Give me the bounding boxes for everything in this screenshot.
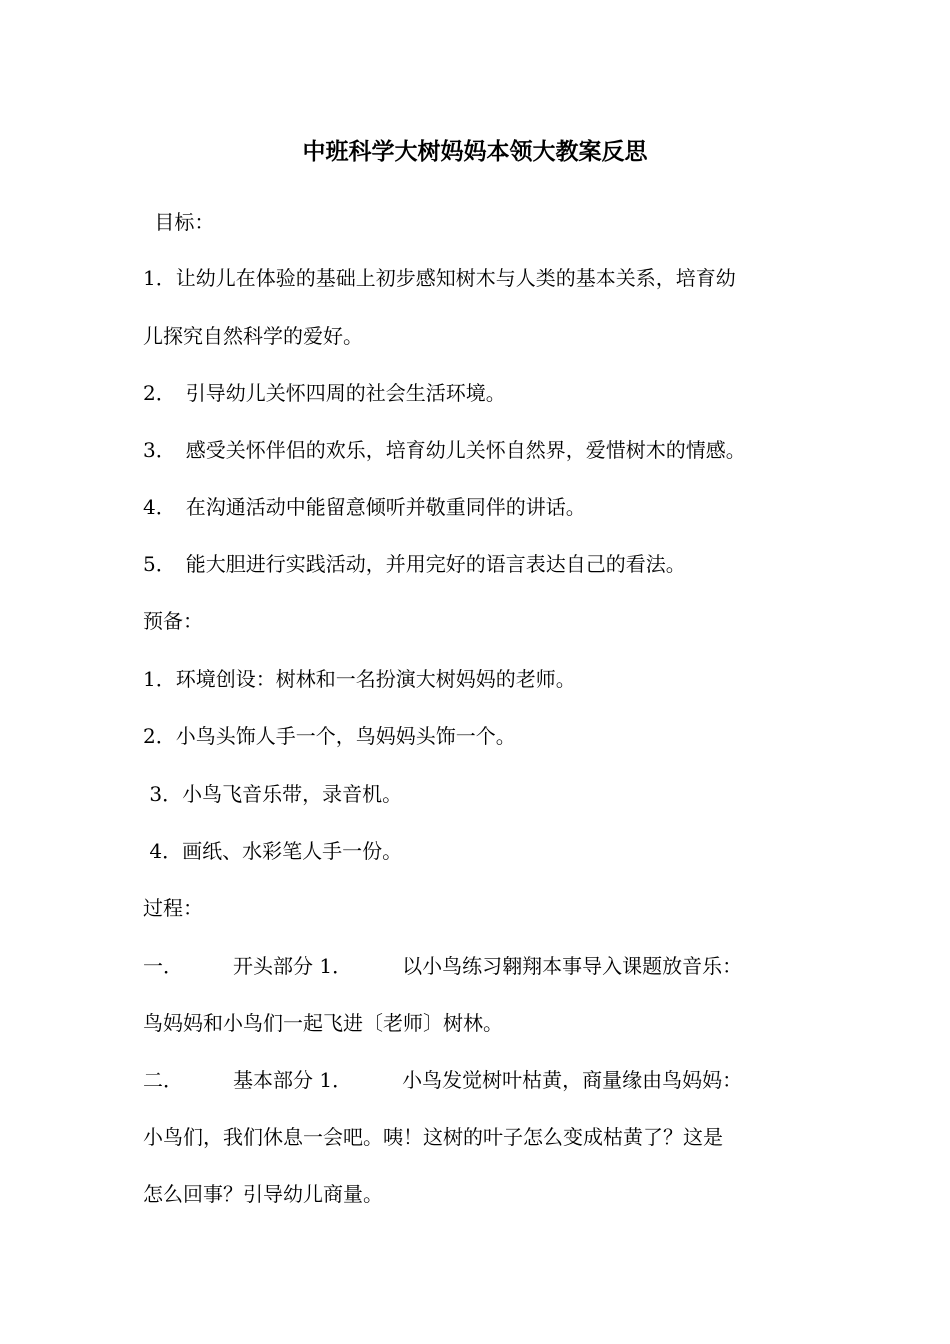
text-line: 5． 能大胆进行实践活动，并用完好的语言表达自己的看法。: [143, 552, 686, 576]
text-line: 一． 开头部分 1． 以小鸟练习翱翔本事导入课题放音乐：: [143, 954, 743, 978]
text-line: 儿探究自然科学的爱好。: [143, 324, 363, 348]
text-line: 二． 基本部分 1． 小鸟发觉树叶枯黄，商量缘由鸟妈妈：: [143, 1068, 743, 1092]
document-title: 中班科学大树妈妈本领大教案反思: [302, 138, 648, 165]
text-line: 1．环境创设：树林和一名扮演大树妈妈的老师。: [143, 667, 576, 691]
text-line: 2． 引导幼儿关怀四周的社会生活环境。: [143, 381, 506, 405]
text-line: 小鸟们，我们休息一会吧。咦！这树的叶子怎么变成枯黄了？这是: [143, 1125, 723, 1149]
text-line: 鸟妈妈和小鸟们一起飞进〔老师〕树林。: [143, 1011, 503, 1035]
text-line-preparation-heading: 预备：: [143, 609, 203, 633]
text-line: 怎么回事？引导幼儿商量。: [143, 1182, 383, 1206]
text-line-process-heading: 过程：: [143, 896, 203, 920]
text-line: 2．小鸟头饰人手一个，鸟妈妈头饰一个。: [143, 724, 516, 748]
text-line-objectives-heading: 目标：: [148, 210, 215, 234]
text-line: 4． 在沟通活动中能留意倾听并敬重同伴的讲话。: [143, 495, 586, 519]
text-line: 3． 感受关怀伴侣的欢乐，培育幼儿关怀自然界，爱惜树木的情感。: [143, 438, 746, 462]
text-line: 3．小鸟飞音乐带，录音机。: [143, 782, 403, 806]
text-line: 1．让幼儿在体验的基础上初步感知树木与人类的基本关系，培育幼: [143, 266, 736, 290]
text-line: 4．画纸、水彩笔人手一份。: [143, 839, 403, 863]
